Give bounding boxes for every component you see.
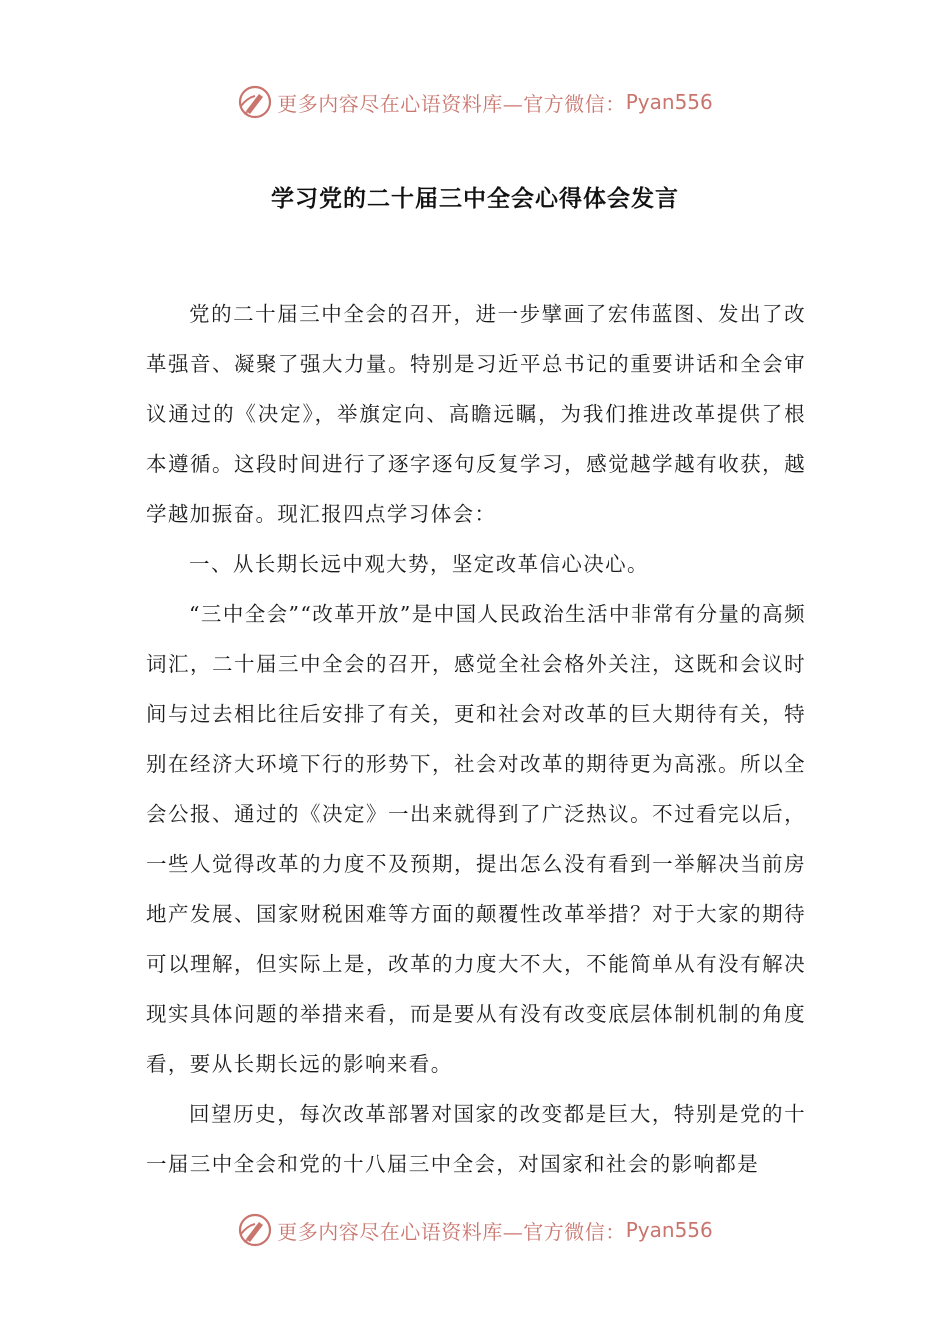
document-body <box>146 289 806 1189</box>
section-heading: 一、从长期长远中观大势，坚定改革信心决心。 <box>189 552 649 576</box>
document-title: 学习党的二十届三中全会心得体会发言 <box>271 186 679 212</box>
footer-banner-text: 更多内容尽在心语资料库—官方微信： <box>277 1219 626 1244</box>
footer-banner-wechat-id: Pyan556 <box>625 1218 713 1242</box>
footer-banner <box>0 1208 950 1252</box>
paragraph: 回望历史，每次改革部署对国家的改变都是巨大，特别是党的十一届三中全会和党的十八届三中全会，对国家和社会的影响都是 <box>146 1102 806 1176</box>
header-banner-text: 更多内容尽在心语资料库—官方微信： <box>277 91 626 116</box>
pen-logo-icon <box>237 1212 273 1248</box>
paragraph: 党的二十届三中全会的召开，进一步擘画了宏伟蓝图、发出了改革强音、凝聚了强大力量。特别是习近平总书记的重要讲话和全会审议通过的《决定》，举旗定向、高瞻远瞩，为我们推进改革提供了根本遵循。这段时间进行了逐字逐句反复学习，感觉越学越有收获，越学越加振奋。现汇报四点学习体会： <box>146 302 806 526</box>
pen-logo-icon <box>237 84 273 120</box>
paragraph: “三中全会”“改革开放”是中国人民政治生活中非常有分量的高频词汇，二十届三中全会的召开，感觉全社会格外关注，这既和会议时间与过去相比往后安排了有关，更和社会对改革的巨大期待有关，特别在经济大环境下行的形势下，社会对改革的期待更为高涨。所以全会公报、通过的《决定》一出来就得到了广泛热议。不过看完以后，一些人觉得改革的力度不及预期，提出怎么没有看到一举解决当前房地产发展、国家财税困难等方面的颠覆性改革举措？对于大家的期待可以理解，但实际上是，改革的力度大不大，不能简单从有没有解决现实具体问题的举措来看，而是要从有没有改变底层体制机制的角度看，要从长期长远的影响来看。 <box>146 602 806 1076</box>
header-banner <box>0 80 950 124</box>
header-banner-wechat-id: Pyan556 <box>625 90 713 114</box>
